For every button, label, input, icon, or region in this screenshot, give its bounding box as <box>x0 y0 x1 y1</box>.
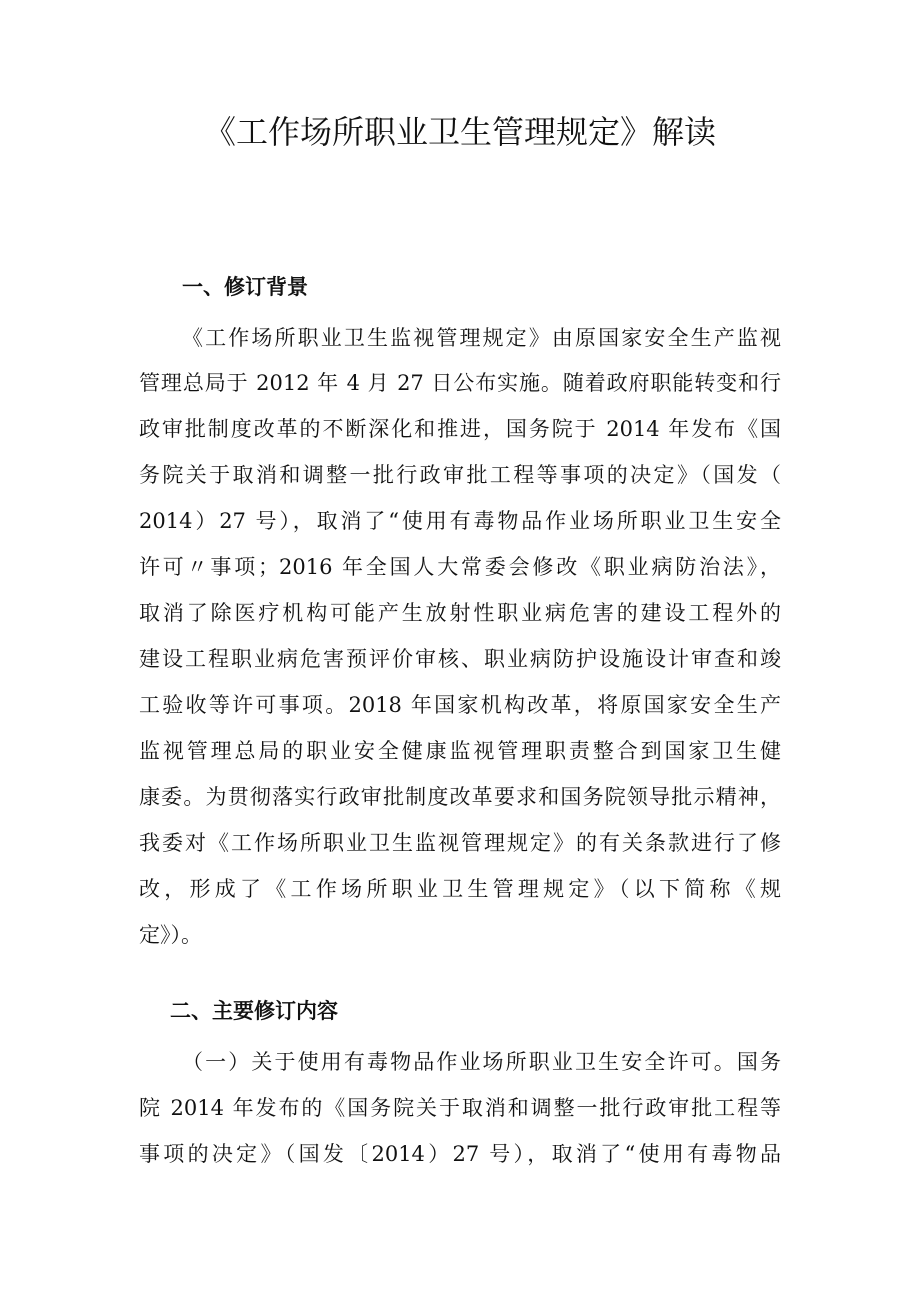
section-heading-background: 一、修订背景 <box>182 275 308 299</box>
paragraph-line: 许可〃事项；2016 年全国人大常委会修改《职业病防治法》， <box>139 555 781 579</box>
paragraph-line: 取消了除医疗机构可能产生放射性职业病危害的建设工程外的 <box>139 601 781 625</box>
paragraph-line: 院 2014 年发布的《国务院关于取消和调整一批行政审批工程等 <box>139 1096 781 1120</box>
paragraph-line: 监视管理总局的职业安全健康监视管理职责整合到国家卫生健 <box>139 739 781 763</box>
paragraph-line: 管理总局于 2012 年 4 月 27 日公布实施。随着政府职能转变和行 <box>139 371 781 395</box>
paragraph-line: 工验收等许可事项。2018 年国家机构改革，将原国家安全生产 <box>139 693 781 717</box>
paragraph-line: 2014）27 号），取消了“使用有毒物品作业场所职业卫生安全 <box>139 509 781 533</box>
paragraph-line: 我委对《工作场所职业卫生监视管理规定》的有关条款进行了修 <box>139 831 781 855</box>
paragraph-line: 定》）。 <box>139 923 202 947</box>
paragraph-line: 务院关于取消和调整一批行政审批工程等事项的决定》（国发（ <box>139 463 781 487</box>
paragraph-line: 改，形成了《工作场所职业卫生管理规定》（以下简称《规 <box>139 877 781 901</box>
paragraph-line: 建设工程职业病危害预评价审核、职业病防护设施设计审查和竣 <box>139 647 781 671</box>
document-title: 《工作场所职业卫生管理规定》解读 <box>203 113 716 151</box>
paragraph-line: （一）关于使用有毒物品作业场所职业卫生安全许可。国务 <box>182 1050 781 1074</box>
paragraph-line: 政审批制度改革的不断深化和推进，国务院于 2014 年发布《国 <box>139 417 781 441</box>
paragraph-line: 康委。为贯彻落实行政审批制度改革要求和国务院领导批示精神， <box>139 785 781 809</box>
paragraph-line: 《工作场所职业卫生监视管理规定》由原国家安全生产监视 <box>182 326 781 350</box>
paragraph-line: 事项的决定》（国发〔2014）27 号），取消了“使用有毒物品 <box>139 1142 781 1166</box>
section-heading-main-changes: 二、主要修订内容 <box>170 999 338 1023</box>
